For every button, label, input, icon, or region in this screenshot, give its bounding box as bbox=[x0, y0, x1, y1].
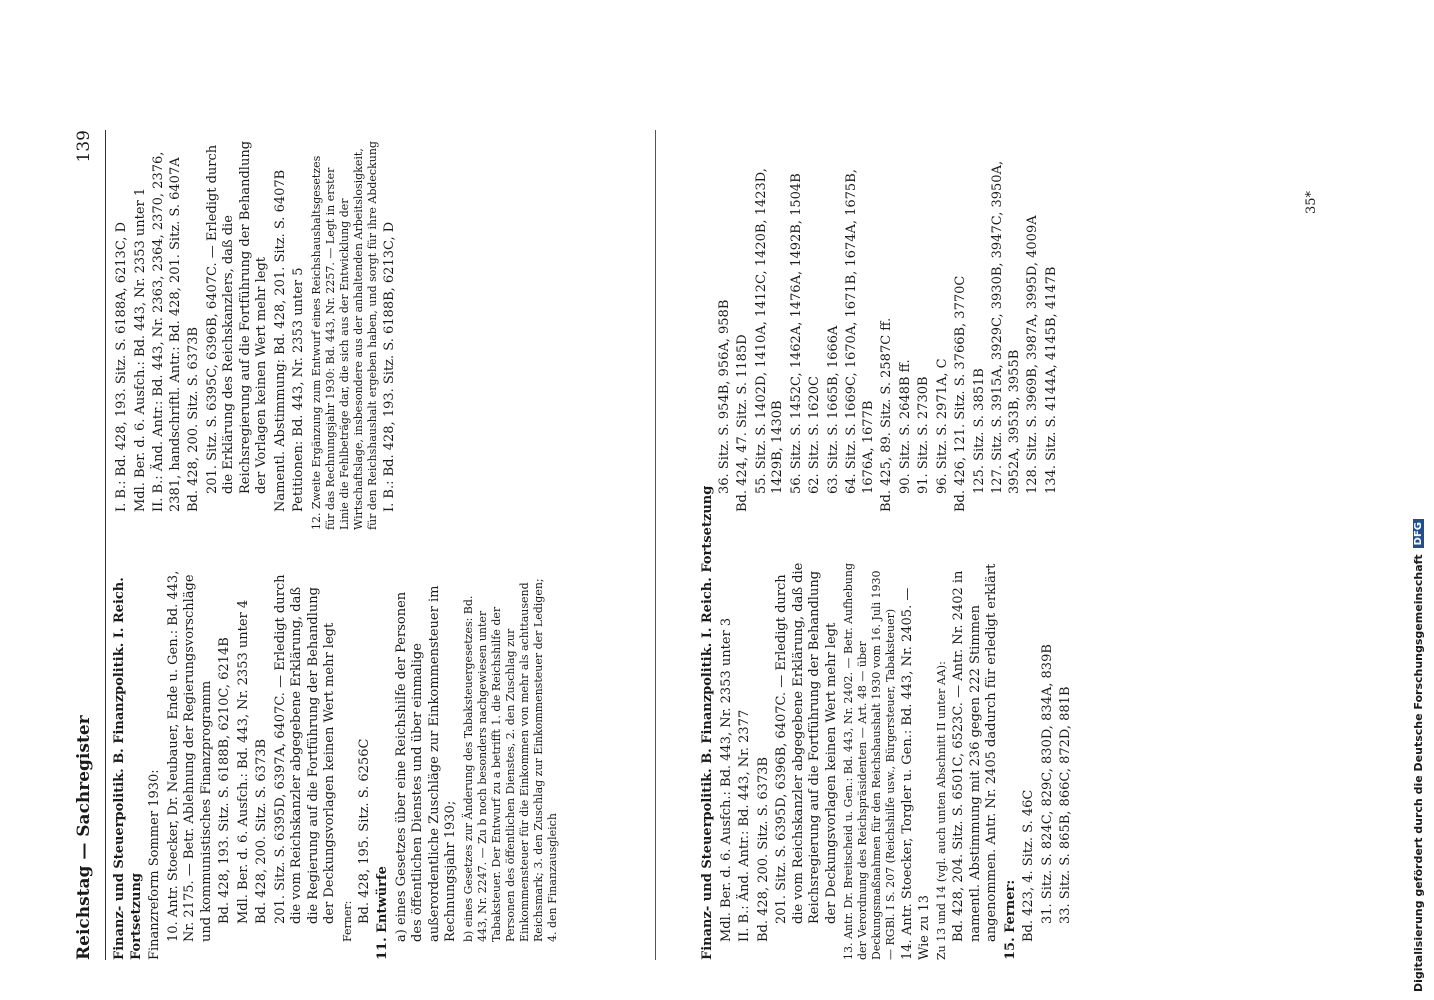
list-item: I. B.: Bd. 428, 193. Sitz. S. 6188B, 6213C, D bbox=[381, 221, 397, 512]
list-item: 36. Sitz. S. 954B, 956A, 958B bbox=[716, 299, 732, 494]
list-item: a) eines Gesetzes über eine Reichshilfe der Personen des öffentlichen Dienstes und über einmalige außerordentliche Zuschläge zur Einkommensteuer im Rechnungsjahr 1930; bbox=[393, 585, 458, 942]
list-item: 56. Sitz. S. 1452C, 1462A, 1476A, 1492B, 1504B bbox=[788, 173, 804, 494]
list-item: 63. Sitz. S. 1665B, 1666A bbox=[825, 325, 841, 494]
list-item: 15. Ferner: bbox=[1002, 879, 1018, 960]
list-item: 201. Sitz. S. 6395C, 6396B, 6407C. — Erledigt durch die Erklärung des Reichskanzlers, daß die Reichsregierung auf die Fortführung der Behandlung der Vorlagen keinen Wert mehr legt bbox=[204, 140, 269, 494]
column-right-body bbox=[717, 130, 1075, 960]
list-item: Bd. 426, 121. Sitz. S. 3766B, 3770C bbox=[953, 275, 968, 512]
list-item: 10. Antr. Stoecker, Dr. Neubauer, Ende u. Gen.: Bd. 443, Nr. 2175. — Betr. Ablehnung der Regierungsvorschläge und kommunistisches Finanzprogramm bbox=[165, 570, 214, 942]
list-item: 12. Zweite Ergänzung zum Entwurf eines Reichshaushaltsgesetzes für das Rechnungsjahr 1930: Bd. 443, Nr. 2257. — Legt in erster Linie die Fehlbeträge dar, die sich aus der Entwicklung der Wirtschaftslage, insbesondere aus der anhaltenden Arbeitslosigkeit, für den Reichshaushalt ergeben haben, und sorgt für ihre Abdeckung bbox=[309, 141, 379, 530]
list-item: Namentl. Abstimmung: Bd. 428, 201. Sitz. S. 6407B bbox=[272, 169, 288, 512]
list-item: Bd. 428, 195. Sitz. S. 6256C bbox=[356, 738, 372, 924]
column-right-heading: Finanz- und Steuerpolitik. B. Finanzpolitik. I. Reich. Fortsetzung bbox=[700, 485, 715, 960]
list-item: 134. Sitz. S. 4144A, 4145B, 4147B bbox=[1043, 266, 1059, 494]
page-number: 139 bbox=[74, 130, 94, 163]
digitization-note bbox=[1408, 8, 1428, 992]
list-item: 90. Sitz. S. 2648B ff. bbox=[897, 359, 913, 494]
list-item: 11. Entwürfe bbox=[375, 866, 390, 960]
page-header bbox=[74, 130, 104, 960]
rotated-content bbox=[0, 100, 1200, 1000]
list-item: Mdl. Ber. d. 6. Ausfch.: Bd. 443, Nr. 2353 unter 1 bbox=[132, 187, 148, 512]
list-item: Mdl. Ber. d. 6. Ausfch.: Bd. 443, Nr. 2353 unter 3 bbox=[718, 617, 734, 942]
column-left bbox=[112, 570, 652, 960]
list-item: 201. Sitz. S. 6395D, 6397A, 6407C. — Erledigt durch die vom Reichskanzler abgegebene Erklärung, daß die Regierung auf die Fortführung der Behandlung der Deckungsvorlagen keinen Wert mehr legt bbox=[272, 574, 337, 924]
column-right bbox=[700, 130, 1180, 960]
list-item: Bd. 428, 200. Sitz. S. 6373B bbox=[186, 326, 201, 512]
list-item: Zu 13 und 14 (vgl. auch unten Abschnitt II unter AA): bbox=[935, 661, 948, 960]
column-left-heading: Finanz- und Steuerpolitik. B. Finanzpolitik. I. Reich. Fortsetzung bbox=[112, 577, 144, 960]
list-item: 14. Antr. Stoecker, Torgler u. Gen.: Bd. 443, Nr. 2405. — Wie zu 13 bbox=[900, 587, 932, 960]
digitization-text: Digitalisierung gefördert durch die Deutsche Forschungsgemeinschaft bbox=[1411, 554, 1425, 992]
list-item: Bd. 428, 200. Sitz. S. 6373B bbox=[254, 738, 269, 924]
list-item: II. B.: Änd. Antr.: Bd. 443, Nr. 2363, 2364, 2370, 2376, 2381, handschriftl. Antr.: Bd. 428, 201. Sitz. S. 6407A bbox=[151, 151, 183, 512]
list-item: Finanzreform Sommer 1930: bbox=[147, 769, 162, 960]
list-item: 31. Sitz. S. 824C, 829C, 830D, 834A, 839B bbox=[1039, 644, 1055, 924]
dfg-logo: DFG bbox=[1413, 519, 1424, 548]
list-item: 64. Sitz. S. 1669C, 1670A, 1671B, 1674A, 1675B, 1676A, 1677B bbox=[844, 169, 876, 494]
list-item: Bd. 428, 193. Sitz. S. 6188B, 6210C, 6214B bbox=[217, 637, 232, 924]
list-item: Bd. 428, 200. Sitz. S. 6373B bbox=[755, 756, 771, 942]
list-item: Petitionen: Bd. 443, Nr. 2353 unter 5 bbox=[291, 267, 306, 512]
list-item: 91. Sitz. S. 2730B bbox=[916, 376, 931, 494]
column-left-continued bbox=[112, 140, 652, 530]
running-title: Reichstag — Sachregister bbox=[74, 715, 94, 960]
list-item: 96. Sitz. S. 2971A, C bbox=[934, 358, 950, 494]
list-item: b) eines Gesetzes zur Änderung des Tabaksteuergesetzes: Bd. 443, Nr. 2247. — Zu b noch besonders nachgewiesen unter Tabaksteuer. Der Entwurf zu a betrifft 1. die Reichshilfe der Personen des öffentlichen Dienstes, 2. den Zuschlag zur Einkommensteuer für die Einkommen von mehr als achttausend Reichsmark; 3. den Zuschlag zur Einkommensteuer der Ledigen; 4. den Finanzausgleich bbox=[461, 578, 559, 942]
column-divider bbox=[655, 130, 656, 960]
list-item: 201. Sitz. S. 6395D, 6396B, 6407C. — Erledigt durch die vom Reichskanzler abgegebene Erklärung, daß die Reichsregierung auf die Fortführung der Behandlung der Deckungsvorlagen keinen Wert mehr legt bbox=[774, 562, 839, 924]
signature-mark: 35* bbox=[1304, 190, 1320, 215]
list-item: Bd. 423, 4. Sitz. S. 46C bbox=[1021, 789, 1036, 942]
header-rule bbox=[105, 130, 106, 960]
list-item: Bd. 424, 47. Sitz. S. 1185D bbox=[735, 334, 750, 512]
list-item: 127. Sitz. S. 3915A, 3929C, 3930B, 3947C, 3950A, 3952A, 3953B, 3955B bbox=[990, 160, 1022, 494]
list-item: Ferner: bbox=[340, 900, 354, 942]
list-item: 125. Sitz. S. 3851B bbox=[971, 368, 987, 494]
list-item: 128. Sitz. S. 3969B, 3987A, 3995D, 4009A bbox=[1025, 215, 1040, 494]
list-item: Mdl. Ber. d. 6. Ausfch.: Bd. 443, Nr. 2353 unter 4 bbox=[235, 599, 251, 924]
list-item: 62. Sitz. S. 1620C bbox=[807, 376, 822, 494]
list-item: 55. Sitz. S. 1402D, 1410A, 1412C, 1420B, 1423D, 1429B, 1430B bbox=[753, 168, 785, 494]
list-item: 33. Sitz. S. 865B, 866C, 872D, 881B bbox=[1058, 686, 1073, 924]
list-item: Bd. 428, 204. Sitz. S. 6501C, 6523C. — Antr. Nr. 2402 in namentl. Abstimmung mit 236 gegen 222 Stimmen angenommen. Antr. Nr. 2405 dadurch für erledigt erklärt bbox=[951, 563, 999, 942]
list-item: 13. Antr. Dr. Breitscheid u. Gen.: Bd. 443, Nr. 2402. — Betr. Aufhebung der Verordnung des Reichspräsidenten — Art. 48 — über Deckungsmaßnahmen für den Reichshaushalt 1930 vom 16. Juli 1930 — RGBl. I S. 207 (Reichshilfe usw., Bürgersteuer, Tabaksteuer) bbox=[842, 562, 897, 960]
list-item: I. B.: Bd. 428, 193. Sitz. S. 6188A, 6213C, D bbox=[114, 222, 129, 512]
list-item: II. B.: Änd. Antr.: Bd. 443, Nr. 2377 bbox=[737, 709, 752, 942]
digitization-note-inner bbox=[1408, 8, 1428, 992]
list-item: Bd. 425, 89. Sitz. S. 2587C ff. bbox=[879, 317, 894, 512]
